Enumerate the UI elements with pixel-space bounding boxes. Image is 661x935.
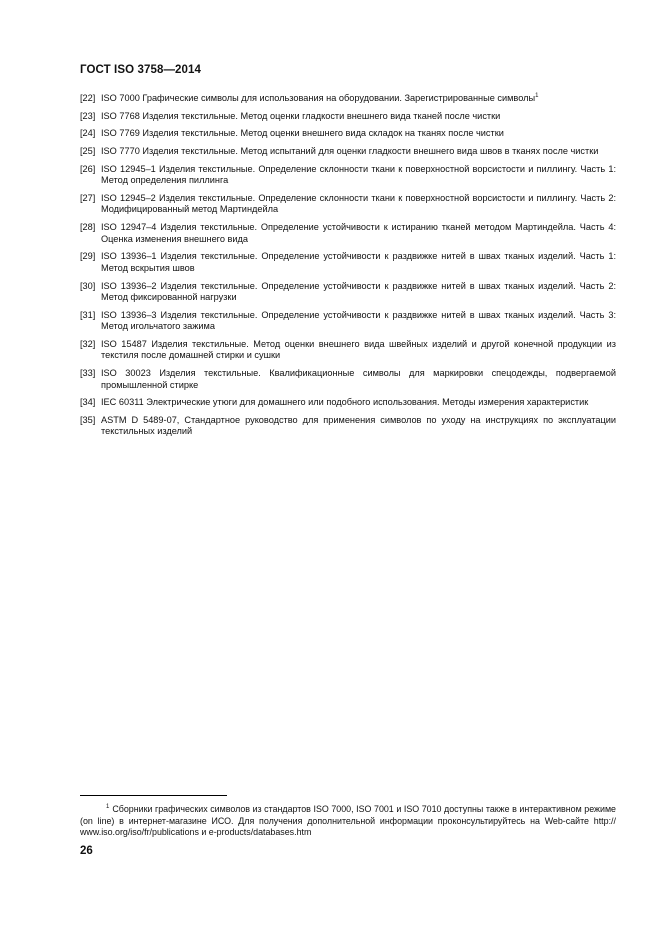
reference-number: [27] bbox=[80, 192, 96, 203]
reference-text: IEC 60311 Электрические утюги для домашнего или подобного использования. Методы измерения характеристик bbox=[101, 397, 589, 408]
reference-text: ISO 7768 Изделия текстильные. Метод оценки гладкости внешнего вида тканей после чистки bbox=[101, 110, 501, 121]
reference-item bbox=[80, 193, 616, 216]
reference-text: ASTM D 5489-07, Стандартное руководство для применения символов по уходу на инструкциях по эксплуатации текстильных изделий bbox=[101, 414, 616, 437]
reference-text: ISO 30023 Изделия текстильные. Квалификационные символы для маркировки спецодежды, подвергаемой промышленной стирке bbox=[101, 368, 616, 390]
reference-number: [26] bbox=[80, 163, 96, 174]
reference-item bbox=[80, 310, 616, 333]
reference-item bbox=[80, 281, 616, 304]
reference-item bbox=[80, 415, 616, 438]
reference-number: [31] bbox=[80, 309, 96, 320]
reference-number: [23] bbox=[80, 110, 96, 121]
reference-number: [24] bbox=[80, 128, 96, 139]
reference-number: [33] bbox=[80, 368, 96, 379]
reference-text: ISO 15487 Изделия текстильные. Метод оценки внешнего вида швейных изделий и другой конечной продукции из текстиля после домашней стирки и сушки bbox=[101, 338, 616, 361]
footnote-mark: 1 bbox=[106, 804, 110, 811]
reference-item bbox=[80, 164, 616, 187]
reference-number: [25] bbox=[80, 146, 96, 157]
reference-number: [30] bbox=[80, 280, 96, 291]
reference-item bbox=[80, 251, 616, 274]
reference-text: ISO 12947–4 Изделия текстильные. Определение устойчивости к истиранию тканей методом Мартиндейла. Часть 4: Оценка изменения внешнего вида bbox=[101, 222, 616, 244]
footnote-divider bbox=[80, 795, 227, 796]
reference-text: ISO 13936–2 Изделия текстильные. Определение устойчивости к раздвижке нитей в швах тканых изделий. Часть 2: Метод фиксированной нагрузки bbox=[101, 280, 616, 302]
reference-item bbox=[80, 368, 616, 391]
reference-number: [29] bbox=[80, 251, 96, 262]
reference-number: [22] bbox=[80, 93, 96, 103]
reference-number: [28] bbox=[80, 222, 96, 233]
footnote-text: Сборники графических символов из стандартов ISO 7000, ISO 7001 и ISO 7010 доступны также в интерактивном режиме (on line) в интернет-магазине ИСО. Для получения дополнительной информации проконсультируйтесь на Web-сайте http:// www.iso.org/iso/fr/publications и e-products/databases.htm bbox=[80, 804, 616, 838]
page-number: 26 bbox=[80, 845, 93, 857]
reference-text: ISO 12945–2 Изделия текстильные. Определение склонности ткани к поверхностной ворсистости и пиллингу. Часть 2: Модифицированный метод Мартиндейла bbox=[101, 192, 616, 215]
reference-item bbox=[80, 93, 616, 105]
footnote bbox=[80, 804, 616, 839]
reference-item bbox=[80, 128, 616, 140]
reference-item bbox=[80, 397, 616, 409]
reference-number: [35] bbox=[80, 414, 96, 425]
document-header: ГОСТ ISO 3758—2014 bbox=[80, 64, 202, 76]
reference-text: ISO 7000 Графические символы для использования на оборудовании. Зарегистрированные символы bbox=[101, 93, 536, 103]
reference-text: ISO 7769 Изделия текстильные. Метод оценки внешнего вида складок на тканях после чистки bbox=[101, 128, 504, 139]
reference-number: [32] bbox=[80, 338, 96, 349]
reference-item bbox=[80, 111, 616, 123]
reference-item bbox=[80, 222, 616, 245]
reference-text: ISO 13936–3 Изделия текстильные. Определение устойчивости к раздвижке нитей в швах тканых изделий. Часть 3: Метод игольчатого зажима bbox=[101, 309, 616, 332]
reference-number: [34] bbox=[80, 397, 96, 408]
footnote-reference-mark: 1 bbox=[535, 92, 539, 99]
reference-text-wrap bbox=[101, 93, 616, 105]
reference-item bbox=[80, 146, 616, 158]
reference-item bbox=[80, 339, 616, 362]
reference-text: ISO 7770 Изделия текстильные. Метод испытаний для оценки гладкости внешнего вида швов в тканях после чистки bbox=[101, 146, 599, 157]
references-list bbox=[80, 93, 616, 444]
reference-text: ISO 12945–1 Изделия текстильные. Определение склонности ткани к поверхностной ворсистости и пиллингу. Часть 1: Метод определения пиллинга bbox=[101, 163, 616, 186]
reference-text: ISO 13936–1 Изделия текстильные. Определение устойчивости к раздвижке нитей в швах тканых изделий. Часть 1: Метод вскрытия швов bbox=[101, 251, 616, 273]
